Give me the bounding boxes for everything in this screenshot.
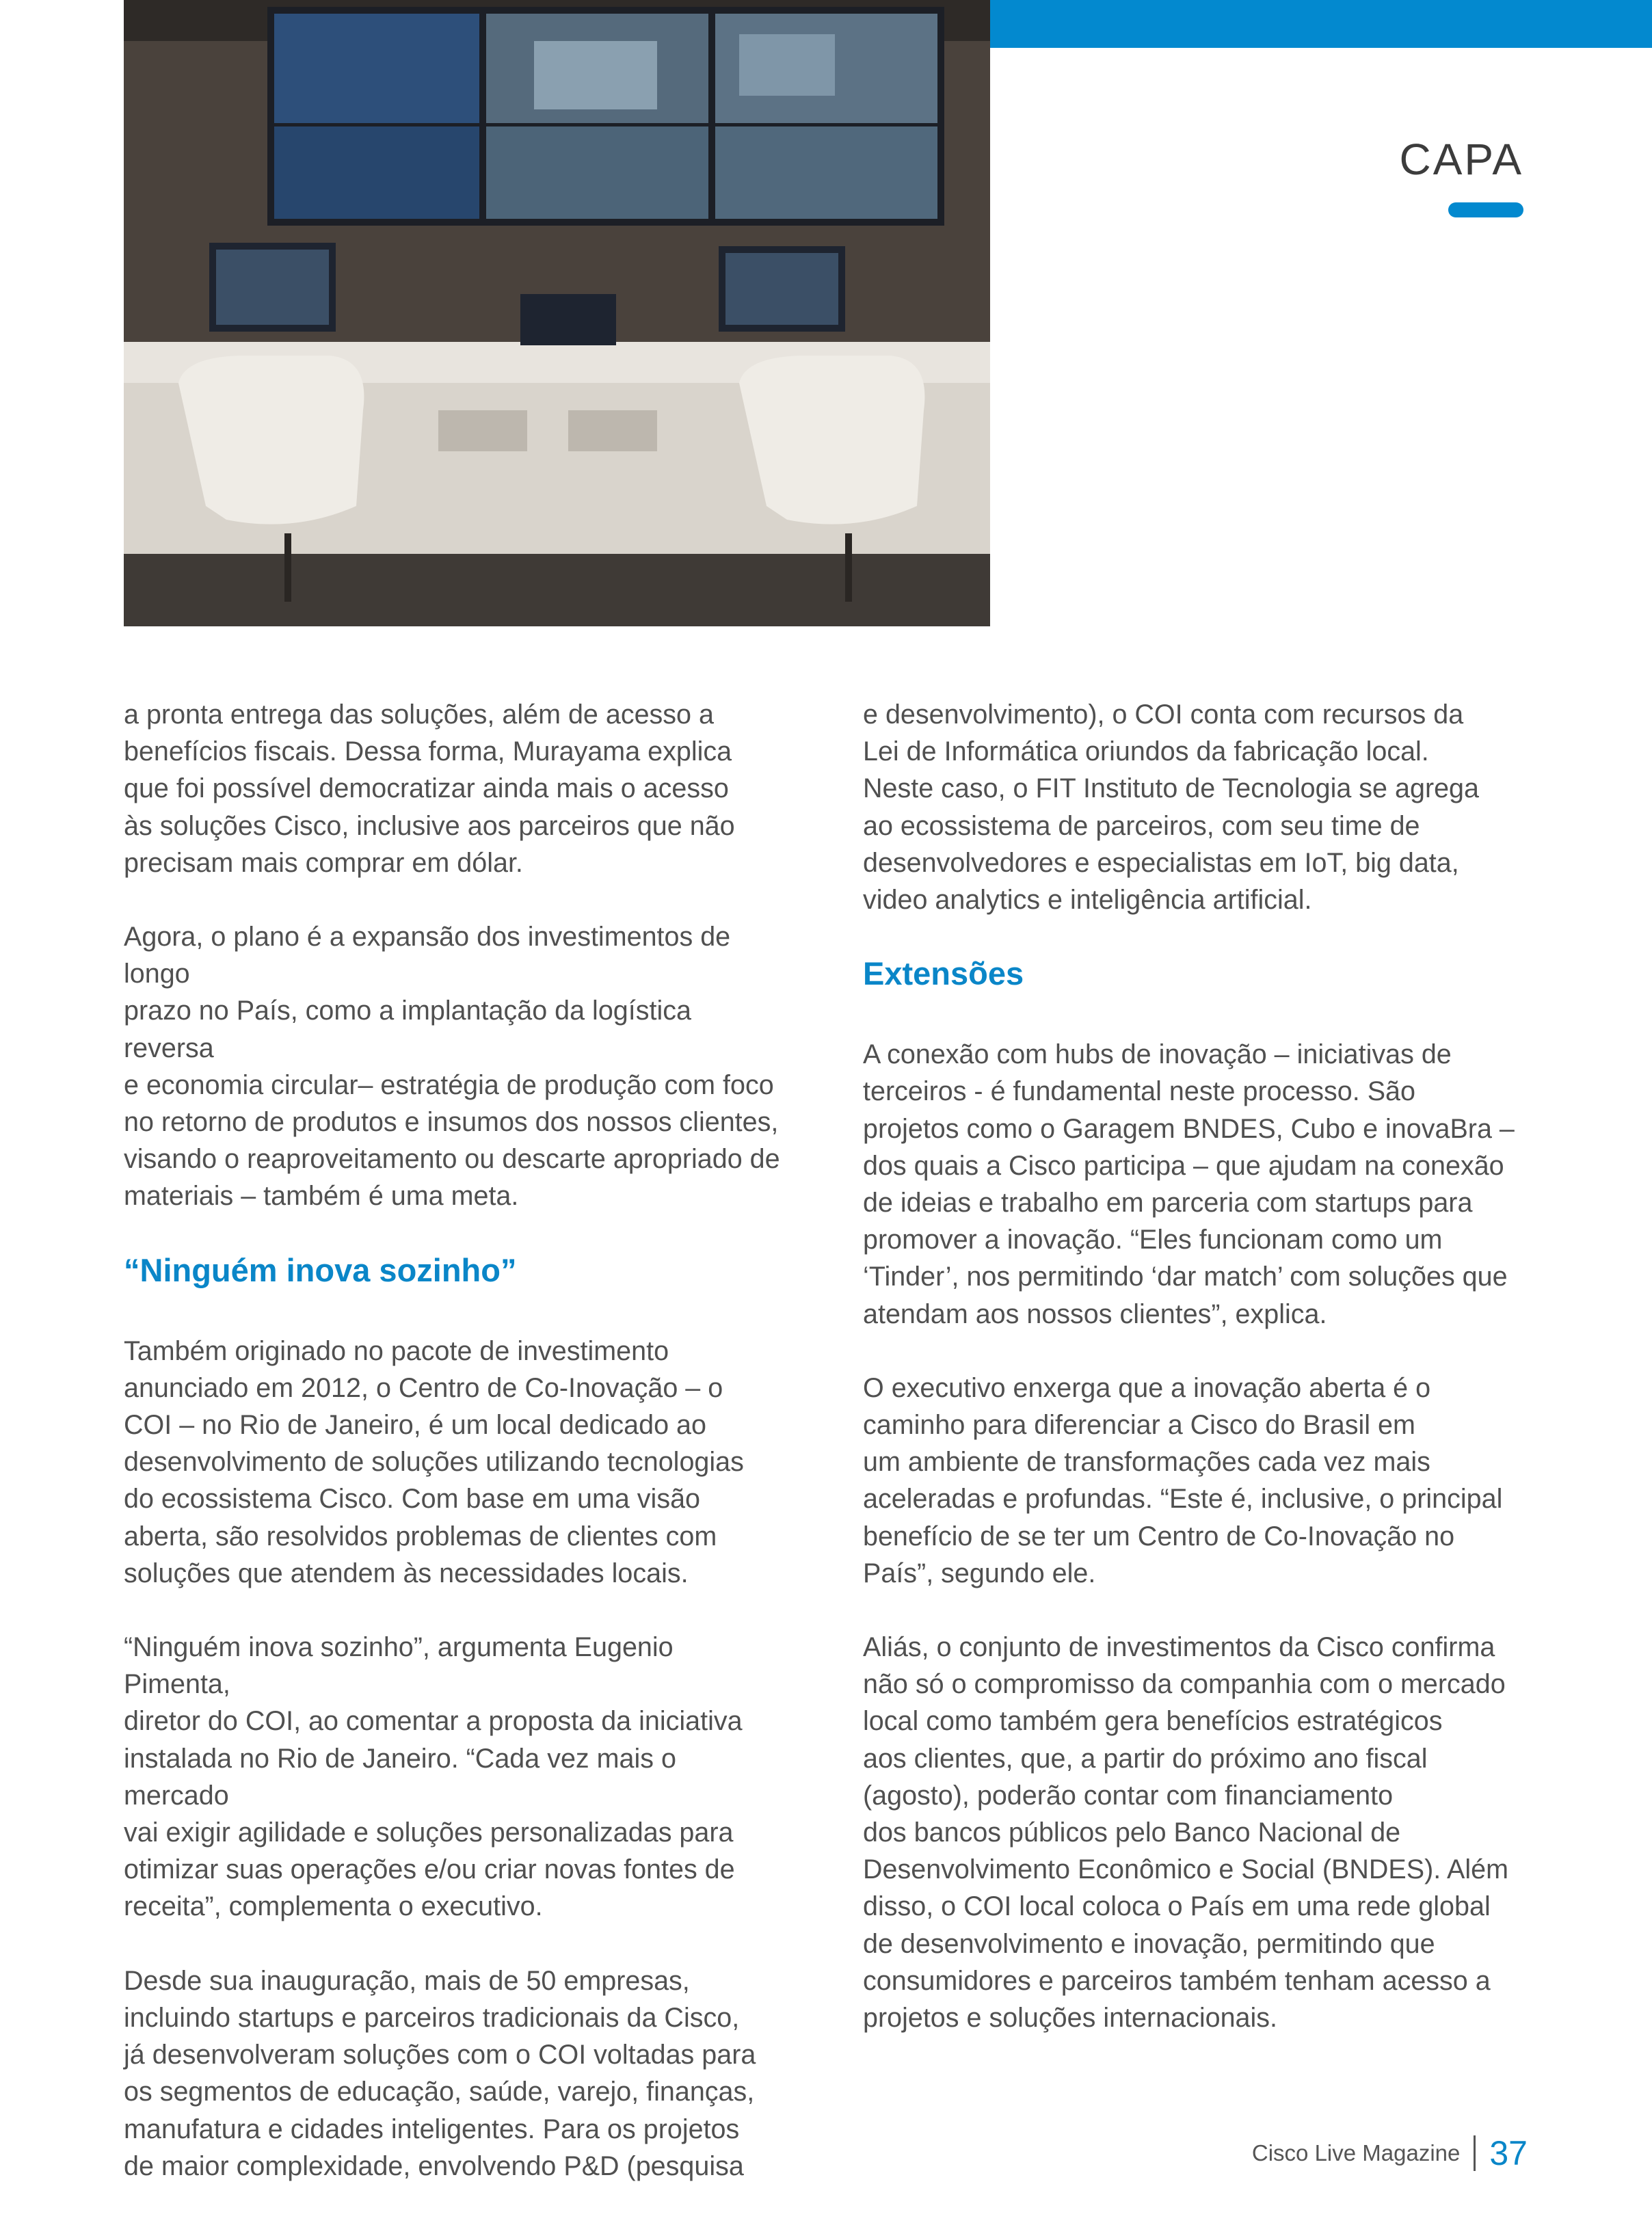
footer-divider [1474,2135,1476,2171]
paragraph: “Ninguém inova sozinho”, argumenta Eugenio Pimenta, diretor do COI, ao comentar a proposta da iniciativa instalada no Rio de Janeiro. “Cada vez mais o mercado vai exigir agilidade e soluções personalizadas para otimizar suas operações e/ou criar novas fontes de receita”, complementa o executivo. [124,1632,743,1922]
paragraph: e desenvolvimento), o COI conta com recursos da Lei de Informática oriundos da fabricação local. Neste caso, o FIT Instituto de Tecnologia se agrega ao ecossistema de parceiros, com seu time de desenvolvedores e especialistas em IoT, big data, video analytics e inteligência artificial. [863,700,1479,916]
left-column [124,696,787,2222]
paragraph: Aliás, o conjunto de investimentos da Cisco confirma não só o compromisso da companhia com o mercado local como também gera benefícios estratégicos aos clientes, que, a partir do próximo ano fiscal (agosto), poderão contar com financiamento dos bancos públicos pelo Banco Nacional de Desenvolvimento Econômico e Social (BNDES). Além disso, o COI local coloca o País em uma rede global de desenvolvimento e inovação, permitindo que consumidores e parceiros também tenham acesso a projetos e soluções internacionais. [863,1632,1508,2034]
right-column [863,696,1526,2073]
paragraph: O executivo enxerga que a inovação aberta é o caminho para diferenciar a Cisco do Brasil em um ambiente de transformações cada vez mais aceleradas e profundas. “Este é, inclusive, o principal benefício de se ter um Centro de Co-Inovação no País”, segundo ele. [863,1372,1503,1588]
control-room-photo [124,0,990,626]
paragraph: Agora, o plano é a expansão dos investimentos de longo prazo no País, como a implantação da logística reversa e economia circular– estratégia de produção com foco no retorno de produtos e insumos dos nossos clientes, visando o reaproveitamento ou descarte apropriado de materiais – também é uma meta. [124,922,780,1212]
magazine-name: Cisco Live Magazine [1251,2140,1461,2166]
page-footer [1252,2133,1528,2173]
page-number: 37 [1489,2134,1528,2172]
paragraph: a pronta entrega das soluções, além de acesso a benefícios fiscais. Dessa forma, Murayama explica que foi possível democratizar ainda mais o acesso às soluções Cisco, inclusive aos parceiros que não precisam mais comprar em dólar. [124,700,735,878]
section-label: CAPA [1399,135,1523,184]
paragraph: Desde sua inauguração, mais de 50 empresas, incluindo startups e parceiros tradicionais da Cisco, já desenvolveram soluções com o COI voltadas para os segmentos de educação, saúde, varejo, finanças, manufatura e cidades inteligentes. Para os projetos de maior complexidade, envolvendo P&D (pesquisa [124,1965,756,2181]
photo-illustration [124,0,990,626]
top-accent-bar [985,0,1652,48]
section-heading: Extensões [863,955,1024,992]
section-heading: “Ninguém inova sozinho” [124,1251,517,1288]
paragraph: Também originado no pacote de investimento anunciado em 2012, o Centro de Co-Inovação – o COI – no Rio de Janeiro, é um local dedicado ao desenvolvimento de soluções utilizando tecnologias do ecossistema Cisco. Com base em uma visão aberta, são resolvidos problemas de clientes com soluções que atendem às necessidades locais. [124,1335,744,1588]
section-rule [1448,202,1523,217]
paragraph: A conexão com hubs de inovação – iniciativas de terceiros - é fundamental neste processo. São projetos como o Garagem BNDES, Cubo e inovaBra – dos quais a Cisco participa – que ajudam na conexão de ideias e trabalho em parceria com startups para promover a inovação. “Eles funcionam como um ‘Tinder’, nos permitindo ‘dar match’ com soluções que atendam aos nossos clientes”, explica. [863,1039,1515,1329]
